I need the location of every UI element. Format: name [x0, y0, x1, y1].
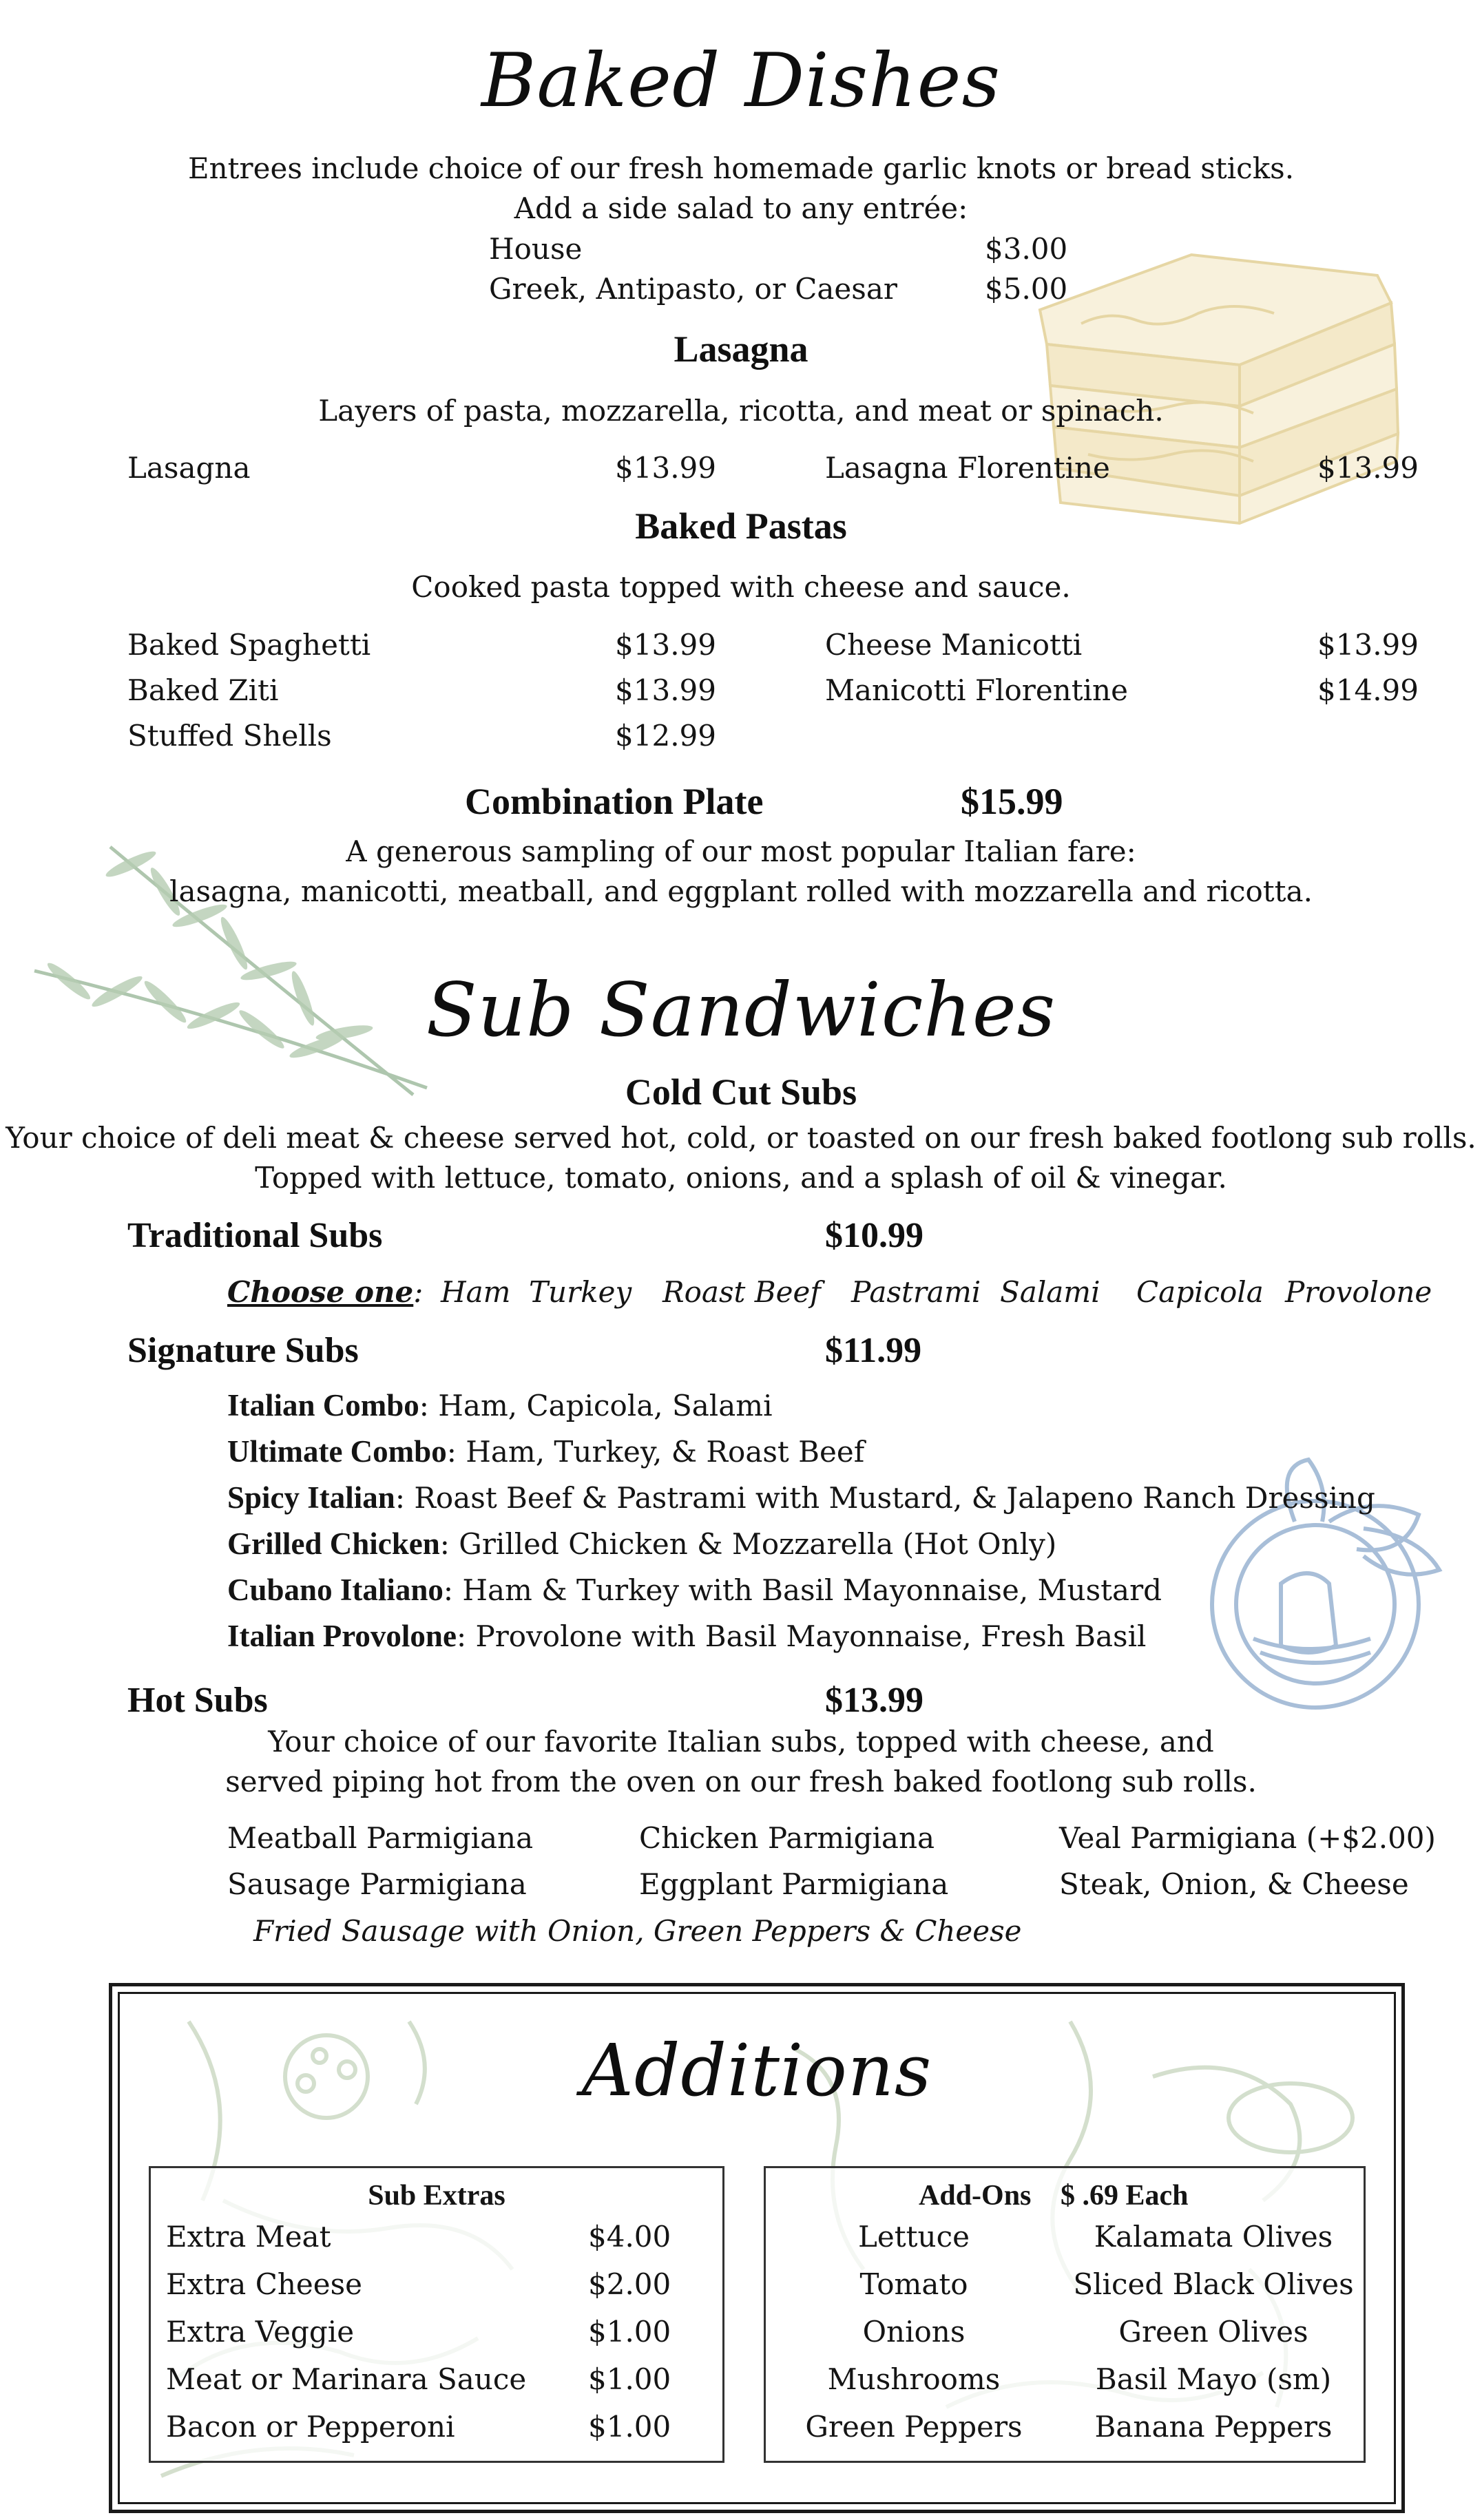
lasagna-florentine-price: $13.99: [1317, 451, 1419, 485]
extra-item-name: Bacon or Pepperoni: [166, 2410, 455, 2444]
baked-pastas-heading: Baked Pastas: [635, 505, 847, 547]
extra-item-price: $1.00: [588, 2362, 671, 2396]
signature-item-desc: : Grilled Chicken & Mozzarella (Hot Only): [439, 1527, 1057, 1561]
additions-frame-inner: [118, 1992, 1396, 2504]
addon-item: Tomato: [859, 2267, 968, 2301]
choice-item: Provolone: [1285, 1275, 1432, 1309]
pasta-item-price: $13.99: [615, 673, 716, 707]
pasta-item-price: $14.99: [1317, 673, 1419, 707]
hot-sub-item: Steak, Onion, & Cheese: [1059, 1867, 1409, 1901]
extra-item-price: $1.00: [588, 2410, 671, 2444]
hot-sub-item: Sausage Parmigiana: [227, 1867, 527, 1901]
additions-title: Additions: [581, 2028, 932, 2112]
hot-subs-desc-1: Your choice of our favorite Italian subs, topped with cheese, and: [268, 1725, 1214, 1758]
signature-item: [227, 1480, 1375, 1515]
hot-subs-price: $13.99: [825, 1681, 923, 1720]
extra-item-name: Meat or Marinara Sauce: [166, 2362, 527, 2396]
signature-item-name: Grilled Chicken: [227, 1526, 440, 1561]
pasta-item-name: Manicotti Florentine: [825, 673, 1128, 707]
signature-item-desc: : Provolone with Basil Mayonnaise, Fresh Basil: [456, 1619, 1147, 1653]
baked-intro-1: Entrees include choice of our fresh homemade garlic knots or bread sticks.: [187, 151, 1295, 185]
sub-extras-title: Sub Extras: [368, 2180, 505, 2212]
pasta-item-price: $13.99: [615, 628, 716, 662]
lasagna-heading: Lasagna: [674, 328, 808, 370]
signature-item: [227, 1434, 864, 1469]
signature-item-name: Italian Provolone: [227, 1619, 457, 1653]
sub-extras-box: [149, 2166, 724, 2463]
baked-pastas-desc: Cooked pasta topped with cheese and sauce.: [411, 570, 1071, 604]
choice-item: Pastrami: [851, 1275, 981, 1309]
combination-desc-2: lasagna, manicotti, meatball, and eggplant rolled with mozzarella and ricotta.: [169, 874, 1313, 908]
extra-item-price: $4.00: [588, 2220, 671, 2254]
lasagna-desc: Layers of pasta, mozzarella, ricotta, and meat or spinach.: [318, 394, 1164, 428]
addon-item: Mushrooms: [827, 2362, 1001, 2396]
signature-subs-price: $11.99: [825, 1331, 922, 1370]
choose-one-colon: :: [413, 1275, 424, 1309]
extra-item-name: Extra Veggie: [166, 2315, 355, 2349]
extra-item-price: $1.00: [588, 2315, 671, 2349]
addon-item: Green Peppers: [805, 2410, 1023, 2444]
pasta-item-name: Cheese Manicotti: [825, 628, 1083, 662]
hot-sub-item: Eggplant Parmigiana: [639, 1867, 949, 1901]
hot-subs-heading: Hot Subs: [127, 1681, 268, 1720]
cold-cut-subs-heading: Cold Cut Subs: [625, 1071, 857, 1113]
signature-item: [227, 1387, 773, 1423]
salad-house-price: $3.00: [985, 232, 1068, 266]
cold-cut-desc-2: Topped with lettuce, tomato, onions, and a splash of oil & vinegar.: [255, 1161, 1227, 1195]
pasta-item-name: Baked Ziti: [127, 673, 279, 707]
pasta-item-price: $13.99: [1317, 628, 1419, 662]
addon-item: Green Olives: [1118, 2315, 1308, 2349]
signature-item: [227, 1572, 1162, 1608]
choice-item: Capicola: [1136, 1275, 1264, 1309]
addon-item: Sliced Black Olives: [1073, 2267, 1354, 2301]
signature-item-desc: : Ham & Turkey with Basil Mayonnaise, Mustard: [443, 1573, 1162, 1607]
additions-frame: [109, 1983, 1405, 2513]
signature-item-desc: : Ham, Capicola, Salami: [419, 1389, 773, 1422]
choice-item: Ham: [441, 1275, 511, 1309]
hot-sub-special: Fried Sausage with Onion, Green Peppers & Cheese: [253, 1914, 1022, 1948]
addon-item: Basil Mayo (sm): [1095, 2362, 1332, 2396]
addon-item: Lettuce: [858, 2220, 970, 2254]
addon-item: Onions: [862, 2315, 966, 2349]
hot-subs-desc-2: served piping hot from the oven on our fresh baked footlong sub rolls.: [225, 1765, 1257, 1798]
hot-sub-item: Chicken Parmigiana: [639, 1821, 935, 1855]
choice-item: Roast Beef: [662, 1275, 821, 1309]
traditional-subs-price: $10.99: [825, 1216, 923, 1255]
signature-item-name: Ultimate Combo: [227, 1434, 447, 1469]
pasta-item-name: Baked Spaghetti: [127, 628, 371, 662]
signature-subs-heading: Signature Subs: [127, 1331, 359, 1370]
choose-one-label: Choose one: [227, 1275, 414, 1309]
sub-sandwiches-title: Sub Sandwiches: [426, 967, 1056, 1053]
signature-item-desc: : Ham, Turkey, & Roast Beef: [446, 1435, 865, 1469]
pasta-item-name: Stuffed Shells: [127, 719, 332, 753]
signature-item-name: Cubano Italiano: [227, 1573, 443, 1607]
baked-intro-2: Add a side salad to any entrée:: [514, 191, 968, 225]
pasta-item-price: $12.99: [615, 719, 716, 753]
combination-desc-1: A generous sampling of our most popular Italian fare:: [346, 834, 1136, 868]
signature-item: [227, 1526, 1056, 1562]
add-ons-title: Add-Ons: [919, 2180, 1032, 2212]
hot-sub-item: Meatball Parmigiana: [227, 1821, 534, 1855]
extra-item-price: $2.00: [588, 2267, 671, 2301]
signature-item-name: Spicy Italian: [227, 1480, 395, 1515]
signature-item: [227, 1618, 1146, 1654]
lasagna-illustration-icon: [1019, 227, 1405, 544]
combination-plate-title: Combination Plate: [465, 781, 764, 822]
salad-greek-price: $5.00: [985, 272, 1068, 306]
extra-item-name: Extra Meat: [166, 2220, 331, 2254]
choose-one-row: [227, 1275, 423, 1309]
signature-item-name: Italian Combo: [227, 1388, 419, 1422]
choice-item: Salami: [1000, 1275, 1100, 1309]
cold-cut-desc-1: Your choice of deli meat & cheese served hot, cold, or toasted on our fresh baked footlong sub rolls.: [6, 1121, 1476, 1155]
addon-item: Banana Peppers: [1094, 2410, 1333, 2444]
salad-greek-name: Greek, Antipasto, or Caesar: [489, 272, 897, 306]
salad-house-name: House: [489, 232, 583, 266]
signature-item-desc: : Roast Beef & Pastrami with Mustard, & Jalapeno Ranch Dressing: [395, 1481, 1375, 1515]
lasagna-florentine-name: Lasagna Florentine: [825, 451, 1110, 485]
baked-dishes-title: Baked Dishes: [481, 38, 1001, 124]
add-ons-box: [764, 2166, 1366, 2463]
add-ons-price: $ .69 Each: [1061, 2180, 1189, 2212]
lasagna-item-price: $13.99: [615, 451, 716, 485]
hot-sub-item: Veal Parmigiana (+$2.00): [1059, 1821, 1436, 1855]
combination-plate-price: $15.99: [961, 781, 1063, 822]
traditional-subs-heading: Traditional Subs: [127, 1216, 383, 1255]
extra-item-name: Extra Cheese: [166, 2267, 362, 2301]
choice-item: Turkey: [529, 1275, 632, 1309]
addon-item: Kalamata Olives: [1094, 2220, 1333, 2254]
lasagna-item-name: Lasagna: [127, 451, 251, 485]
